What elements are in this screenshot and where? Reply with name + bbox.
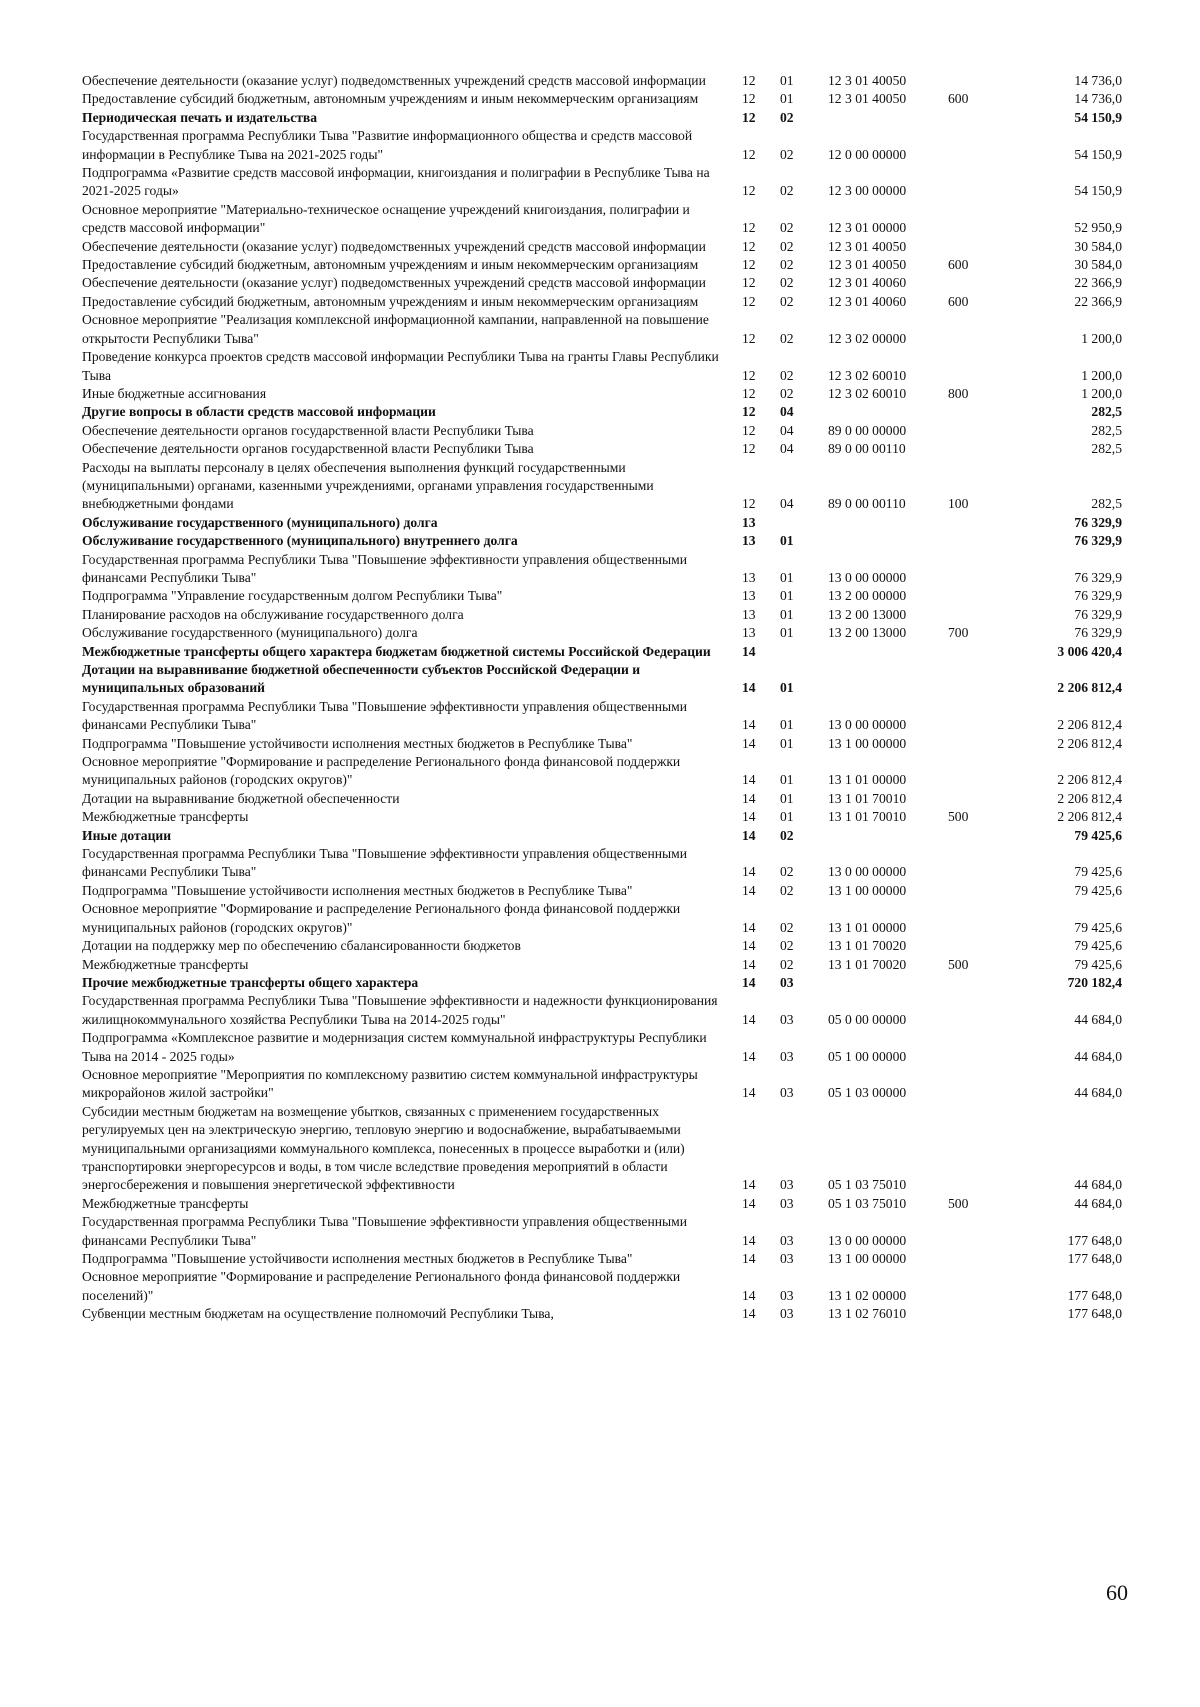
row-amount: 177 648,0	[1067, 1251, 1122, 1266]
row-description: Расходы на выплаты персоналу в целях обеспечения выполнения функций государственными (муниципальными) органами, казенными учреждениями, органами управления государственными внебюджетными фондами	[82, 459, 654, 512]
row-subsection-code: 01	[780, 73, 794, 88]
row-description: Дотации на выравнивание бюджетной обеспеченности	[82, 790, 400, 806]
table-row	[82, 698, 1122, 735]
section-row	[82, 974, 1122, 992]
row-target-article: 13 2 00 13000	[828, 606, 907, 622]
row-amount: 76 329,9	[1074, 533, 1122, 549]
table-row	[82, 348, 1122, 385]
table-row	[82, 624, 1122, 642]
row-section-code: 14	[742, 680, 756, 696]
row-target-article: 13 1 01 70020	[828, 956, 907, 972]
row-amount: 282,5	[1091, 422, 1122, 438]
row-target-article: 12 3 01 40050	[828, 257, 907, 273]
row-target-article: 13 0 00 00000	[828, 1232, 907, 1248]
row-subsection-code: 02	[780, 146, 794, 162]
row-section-code: 14	[742, 1306, 756, 1322]
row-description: Государственная программа Республики Тыва "Повышение эффективности управления общественными финансами Республики Тыва"	[82, 551, 688, 585]
table-row	[82, 551, 1122, 588]
row-amount: 44 684,0	[1074, 1048, 1122, 1064]
table-row	[82, 790, 1122, 808]
row-section-code: 14	[742, 919, 756, 935]
row-section-code: 13	[742, 606, 756, 622]
row-description: Государственная программа Республики Тыва "Повышение эффективности управления общественными финансами Республики Тыва"	[82, 698, 688, 733]
row-section-code: 12	[742, 146, 756, 162]
row-description: Дотации на выравнивание бюджетной обеспеченности субъектов Российской Федерации и муниципальных образований	[82, 662, 641, 696]
section-row	[82, 532, 1122, 550]
row-section-code: 12	[742, 275, 756, 291]
table-row	[82, 1268, 1122, 1305]
section-row	[82, 643, 1122, 661]
row-subsection-code: 01	[780, 533, 794, 549]
row-amount: 2 206 812,4	[1057, 717, 1122, 733]
table-row	[82, 440, 1122, 458]
row-description: Государственная программа Республики Тыва "Повышение эффективности управления общественными финансами Республики Тыва"	[82, 1214, 688, 1248]
row-section-code: 14	[742, 717, 756, 733]
row-amount: 22 366,9	[1074, 293, 1122, 309]
row-subsection-code: 02	[780, 293, 794, 309]
row-target-article: 13 0 00 00000	[828, 864, 907, 880]
row-description: Предоставление субсидий бюджетным, автономным учреждениям и иным некоммерческим организациям	[82, 257, 699, 273]
row-target-article: 12 3 01 40060	[828, 293, 907, 309]
row-subsection-code: 04	[780, 404, 794, 420]
row-section-code: 12	[742, 257, 756, 273]
row-subsection-code: 01	[780, 717, 794, 733]
table-row	[82, 422, 1122, 440]
row-description: Межбюджетные трансферты	[82, 1195, 249, 1211]
table-row	[82, 385, 1122, 403]
row-expense-type: 600	[948, 91, 969, 107]
row-subsection-code: 03	[780, 1251, 794, 1266]
row-section-code: 12	[742, 293, 756, 309]
table-row	[82, 238, 1122, 256]
row-subsection-code: 01	[780, 91, 794, 107]
row-subsection-code: 03	[780, 974, 794, 990]
row-description: Основное мероприятие "Формирование и распределение Регионального фонда финансовой поддержки поселений)"	[82, 1269, 681, 1303]
table-row	[82, 459, 1122, 514]
row-section-code: 12	[742, 496, 756, 512]
section-row	[82, 403, 1122, 421]
row-description: Прочие межбюджетные трансферты общего характера	[82, 974, 419, 990]
table-row	[82, 1029, 1122, 1066]
table-row	[82, 845, 1122, 882]
row-amount: 79 425,6	[1074, 882, 1122, 898]
row-subsection-code: 02	[780, 938, 794, 954]
section-row	[82, 514, 1122, 532]
table-row	[82, 1103, 1122, 1195]
row-target-article: 05 1 00 00000	[828, 1048, 907, 1064]
row-description: Обслуживание государственного (муниципального) долга	[82, 514, 438, 530]
row-section-code: 12	[742, 441, 756, 457]
row-target-article: 12 3 01 40060	[828, 275, 907, 291]
row-subsection-code: 02	[780, 385, 794, 401]
row-section-code: 14	[742, 882, 756, 898]
row-section-code: 14	[742, 809, 756, 825]
row-target-article: 13 1 01 70010	[828, 790, 907, 806]
row-target-article: 89 0 00 00000	[828, 422, 907, 438]
row-description: Обеспечение деятельности органов государственной власти Республики Тыва	[82, 422, 534, 438]
row-description: Основное мероприятие "Формирование и распределение Регионального фонда финансовой поддержки муниципальных районов (городских округов)"	[82, 901, 681, 935]
row-target-article: 05 1 03 75010	[828, 1177, 907, 1193]
table-row	[82, 1250, 1122, 1268]
row-description: Подпрограмма «Развитие средств массовой информации, книгоиздания и полиграфии в Республике Тыва на 2021-2025 годы»	[82, 165, 710, 199]
row-amount: 76 329,9	[1074, 625, 1122, 641]
table-row	[82, 956, 1122, 974]
budget-table	[82, 72, 1122, 1324]
row-subsection-code: 02	[780, 183, 794, 199]
table-row	[82, 164, 1122, 201]
row-amount: 79 425,6	[1074, 938, 1122, 954]
row-description: Подпрограмма "Управление государственным долгом Республики Тыва"	[82, 588, 503, 604]
row-description: Подпрограмма «Комплексное развитие и модернизация систем коммунальной инфраструктуры Республики Тыва на 2014 - 2025 годы»	[82, 1030, 707, 1064]
row-target-article: 89 0 00 00110	[828, 496, 906, 512]
row-subsection-code: 02	[780, 330, 794, 346]
row-amount: 22 366,9	[1074, 275, 1122, 291]
table-row	[82, 201, 1122, 238]
row-section-code: 12	[742, 91, 756, 107]
row-amount: 1 200,0	[1081, 385, 1122, 401]
row-amount: 76 329,9	[1074, 569, 1122, 585]
row-section-code: 14	[742, 1195, 756, 1211]
row-description: Основное мероприятие "Формирование и распределение Регионального фонда финансовой поддержки муниципальных районов (городских округов)"	[82, 754, 681, 788]
row-target-article: 12 3 01 40050	[828, 238, 907, 254]
row-amount: 2 206 812,4	[1057, 735, 1122, 751]
row-target-article: 13 1 01 00000	[828, 772, 907, 788]
row-section-code: 12	[742, 422, 756, 438]
row-target-article: 13 1 00 00000	[828, 735, 907, 751]
row-subsection-code: 02	[780, 109, 794, 125]
row-section-code: 13	[742, 588, 756, 604]
row-amount: 54 150,9	[1074, 183, 1122, 199]
row-section-code: 13	[742, 514, 756, 530]
row-target-article: 13 2 00 00000	[828, 588, 907, 604]
row-subsection-code: 02	[780, 220, 794, 236]
row-expense-type: 600	[948, 257, 969, 273]
row-target-article: 13 1 01 70010	[828, 809, 907, 825]
row-target-article: 12 3 02 60010	[828, 367, 907, 383]
row-description: Межбюджетные трансферты	[82, 956, 249, 972]
row-section-code: 14	[742, 735, 756, 751]
table-row	[82, 1305, 1122, 1323]
table-row	[82, 127, 1122, 164]
row-subsection-code: 03	[780, 1306, 794, 1322]
row-amount: 2 206 812,4	[1057, 809, 1122, 825]
table-row	[82, 808, 1122, 826]
row-description: Предоставление субсидий бюджетным, автономным учреждениям и иным некоммерческим организациям	[82, 293, 699, 309]
row-subsection-code: 02	[780, 956, 794, 972]
row-expense-type: 500	[948, 809, 969, 825]
row-description: Основное мероприятие "Мероприятия по комплексному развитию систем коммунальной инфраструктуры микрорайонов жилой застройки"	[82, 1066, 698, 1101]
row-section-code: 13	[742, 625, 756, 641]
row-subsection-code: 02	[780, 257, 794, 273]
row-amount: 14 736,0	[1074, 91, 1122, 107]
row-subsection-code: 02	[780, 919, 794, 935]
row-subsection-code: 02	[780, 827, 794, 843]
row-amount: 282,5	[1091, 404, 1122, 420]
row-section-code: 12	[742, 73, 756, 88]
row-expense-type: 800	[948, 385, 969, 401]
row-description: Субсидии местным бюджетам на возмещение убытков, связанных с применением государственных регулируемых цен на электрическую энергию, тепловую энергию и водоснабжение, вырабатываемыми муниципальными организациями коммунального комплекса, понесенных в процессе выработки и (или) транспортировки энергоресурсов и воды, в том числе вследствие проведения мероприятий в области энергосбережения и повышения энергетической эффективности	[82, 1103, 685, 1193]
row-section-code: 12	[742, 109, 756, 125]
section-row	[82, 827, 1122, 845]
row-target-article: 12 0 00 00000	[828, 146, 907, 162]
row-subsection-code: 03	[780, 1232, 794, 1248]
row-description: Подпрограмма "Повышение устойчивости исполнения местных бюджетов в Республике Тыва"	[82, 882, 633, 898]
row-amount: 3 006 420,4	[1057, 643, 1122, 659]
row-subsection-code: 03	[780, 1011, 794, 1027]
row-subsection-code: 03	[780, 1287, 794, 1303]
row-section-code: 14	[742, 1011, 756, 1027]
table-row	[82, 900, 1122, 937]
row-amount: 177 648,0	[1067, 1287, 1122, 1303]
row-subsection-code: 04	[780, 496, 794, 512]
row-amount: 76 329,9	[1074, 588, 1122, 604]
row-subsection-code: 03	[780, 1177, 794, 1193]
row-subsection-code: 02	[780, 238, 794, 254]
row-amount: 282,5	[1091, 441, 1122, 457]
row-subsection-code: 01	[780, 790, 794, 806]
row-section-code: 12	[742, 330, 756, 346]
row-description: Подпрограмма "Повышение устойчивости исполнения местных бюджетов в Республике Тыва"	[82, 1251, 633, 1266]
row-subsection-code: 02	[780, 367, 794, 383]
row-amount: 177 648,0	[1067, 1232, 1122, 1248]
section-row	[82, 661, 1122, 698]
row-description: Государственная программа Республики Тыва "Развитие информационного общества и средств массовой информации в Республике Тыва на 2021-2025 годы"	[82, 128, 693, 162]
row-amount: 79 425,6	[1074, 956, 1122, 972]
row-amount: 52 950,9	[1074, 220, 1122, 236]
row-section-code: 12	[742, 404, 756, 420]
row-description: Обслуживание государственного (муниципального) внутреннего долга	[82, 533, 518, 549]
row-subsection-code: 01	[780, 588, 794, 604]
row-expense-type: 700	[948, 625, 969, 641]
row-section-code: 12	[742, 238, 756, 254]
row-section-code: 14	[742, 772, 756, 788]
row-description: Государственная программа Республики Тыва "Повышение эффективности и надежности функционирования жилищнокоммунального хозяйства Республики Тыва на 2014-2025 годы"	[82, 993, 718, 1027]
table-row	[82, 1213, 1122, 1250]
row-section-code: 14	[742, 790, 756, 806]
row-description: Планирование расходов на обслуживание государственного долга	[82, 606, 464, 622]
row-target-article: 13 2 00 13000	[828, 625, 907, 641]
row-subsection-code: 03	[780, 1048, 794, 1064]
row-target-article: 13 1 00 00000	[828, 882, 907, 898]
row-amount: 1 200,0	[1081, 367, 1122, 383]
row-section-code: 12	[742, 220, 756, 236]
row-subsection-code: 01	[780, 680, 794, 696]
row-description: Предоставление субсидий бюджетным, автономным учреждениям и иным некоммерческим организациям	[82, 91, 699, 107]
row-amount: 44 684,0	[1074, 1195, 1122, 1211]
row-section-code: 14	[742, 1177, 756, 1193]
row-description: Подпрограмма "Повышение устойчивости исполнения местных бюджетов в Республике Тыва"	[82, 735, 633, 751]
section-row	[82, 109, 1122, 127]
row-subsection-code: 03	[780, 1195, 794, 1211]
row-description: Обеспечение деятельности (оказание услуг) подведомственных учреждений средств массовой информации	[82, 238, 706, 254]
row-amount: 14 736,0	[1074, 73, 1122, 88]
table-row	[82, 1195, 1122, 1213]
row-section-code: 12	[742, 183, 756, 199]
row-subsection-code: 02	[780, 882, 794, 898]
row-expense-type: 500	[948, 1195, 969, 1211]
row-amount: 76 329,9	[1074, 606, 1122, 622]
row-section-code: 13	[742, 533, 756, 549]
row-section-code: 14	[742, 956, 756, 972]
table-row	[82, 735, 1122, 753]
row-amount: 720 182,4	[1067, 974, 1122, 990]
row-amount: 79 425,6	[1074, 864, 1122, 880]
row-section-code: 12	[742, 367, 756, 383]
row-section-code: 14	[742, 1085, 756, 1101]
row-description: Иные дотации	[82, 827, 172, 843]
row-amount: 76 329,9	[1074, 514, 1122, 530]
row-section-code: 13	[742, 569, 756, 585]
row-description: Обеспечение деятельности (оказание услуг) подведомственных учреждений средств массовой информации	[82, 73, 706, 88]
row-subsection-code: 01	[780, 606, 794, 622]
row-description: Проведение конкурса проектов средств массовой информации Республики Тыва на гранты Главы Республики Тыва	[82, 349, 719, 383]
table-row	[82, 937, 1122, 955]
row-subsection-code: 01	[780, 772, 794, 788]
row-amount: 44 684,0	[1074, 1085, 1122, 1101]
row-target-article: 13 1 02 00000	[828, 1287, 907, 1303]
row-amount: 44 684,0	[1074, 1177, 1122, 1193]
row-amount: 282,5	[1091, 496, 1122, 512]
row-subsection-code: 02	[780, 864, 794, 880]
row-amount: 2 206 812,4	[1057, 790, 1122, 806]
row-amount: 2 206 812,4	[1057, 680, 1122, 696]
row-section-code: 14	[742, 1251, 756, 1266]
row-target-article: 13 1 01 70020	[828, 938, 907, 954]
row-description: Обеспечение деятельности (оказание услуг) подведомственных учреждений средств массовой информации	[82, 275, 706, 291]
page-number: 60	[1106, 1580, 1128, 1605]
table-row	[82, 753, 1122, 790]
table-row	[82, 1066, 1122, 1103]
row-description: Межбюджетные трансферты общего характера бюджетам бюджетной системы Российской Федерации	[82, 643, 711, 659]
row-target-article: 89 0 00 00110	[828, 441, 906, 457]
row-section-code: 14	[742, 643, 756, 659]
row-subsection-code: 01	[780, 569, 794, 585]
table-row	[82, 311, 1122, 348]
row-expense-type: 600	[948, 293, 969, 309]
row-section-code: 14	[742, 1048, 756, 1064]
row-description: Обеспечение деятельности органов государственной власти Республики Тыва	[82, 441, 534, 457]
table-row	[82, 72, 1122, 90]
row-target-article: 13 1 01 00000	[828, 919, 907, 935]
table-row	[82, 606, 1122, 624]
row-amount: 44 684,0	[1074, 1011, 1122, 1027]
table-row	[82, 882, 1122, 900]
row-expense-type: 100	[948, 496, 969, 512]
row-target-article: 05 0 00 00000	[828, 1011, 907, 1027]
row-subsection-code: 02	[780, 275, 794, 291]
row-amount: 79 425,6	[1074, 919, 1122, 935]
row-description: Обслуживание государственного (муниципального) долга	[82, 625, 418, 641]
row-section-code: 14	[742, 938, 756, 954]
row-amount: 54 150,9	[1074, 146, 1122, 162]
row-description: Субвенции местным бюджетам на осуществление полномочий Республики Тыва,	[82, 1306, 554, 1322]
table-row	[82, 992, 1122, 1029]
row-expense-type: 500	[948, 956, 969, 972]
row-amount: 54 150,9	[1074, 109, 1122, 125]
row-subsection-code: 01	[780, 809, 794, 825]
row-section-code: 14	[742, 1232, 756, 1248]
row-subsection-code: 04	[780, 441, 794, 457]
row-section-code: 14	[742, 864, 756, 880]
table-row	[82, 587, 1122, 605]
row-subsection-code: 04	[780, 422, 794, 438]
row-description: Основное мероприятие "Материально-техническое оснащение учреждений книгоиздания, полиграфии и средств массовой информации"	[82, 201, 690, 236]
row-description: Межбюджетные трансферты	[82, 809, 249, 825]
row-description: Периодическая печать и издательства	[82, 109, 318, 125]
row-target-article: 12 3 01 00000	[828, 220, 907, 236]
table-row	[82, 90, 1122, 108]
row-target-article: 12 3 01 40050	[828, 91, 907, 107]
table-row	[82, 256, 1122, 274]
row-section-code: 14	[742, 1287, 756, 1303]
row-amount: 30 584,0	[1074, 238, 1122, 254]
row-description: Иные бюджетные ассигнования	[82, 385, 267, 401]
row-section-code: 14	[742, 827, 756, 843]
row-section-code: 14	[742, 974, 756, 990]
row-target-article: 13 1 00 00000	[828, 1251, 907, 1266]
row-description: Дотации на поддержку мер по обеспечению сбалансированности бюджетов	[82, 938, 521, 954]
table-row	[82, 293, 1122, 311]
row-description: Основное мероприятие "Реализация комплексной информационной кампании, направленной на повышение открытости Республики Тыва"	[82, 312, 709, 346]
row-target-article: 13 1 02 76010	[828, 1306, 907, 1322]
row-subsection-code: 01	[780, 625, 794, 641]
row-amount: 30 584,0	[1074, 257, 1122, 273]
table-row	[82, 274, 1122, 292]
row-description: Государственная программа Республики Тыва "Повышение эффективности управления общественными финансами Республики Тыва"	[82, 846, 688, 880]
row-target-article: 12 3 02 00000	[828, 330, 907, 346]
row-amount: 1 200,0	[1081, 330, 1122, 346]
row-target-article: 05 1 03 00000	[828, 1085, 907, 1101]
row-target-article: 12 3 01 40050	[828, 73, 907, 88]
row-amount: 2 206 812,4	[1057, 772, 1122, 788]
row-target-article: 12 3 00 00000	[828, 183, 907, 199]
row-amount: 177 648,0	[1067, 1306, 1122, 1322]
row-target-article: 05 1 03 75010	[828, 1195, 907, 1211]
row-target-article: 12 3 02 60010	[828, 385, 907, 401]
row-target-article: 13 0 00 00000	[828, 569, 907, 585]
row-section-code: 12	[742, 385, 756, 401]
row-subsection-code: 03	[780, 1085, 794, 1101]
row-description: Другие вопросы в области средств массовой информации	[82, 404, 436, 420]
row-target-article: 13 0 00 00000	[828, 717, 907, 733]
row-subsection-code: 01	[780, 735, 794, 751]
row-amount: 79 425,6	[1074, 827, 1122, 843]
